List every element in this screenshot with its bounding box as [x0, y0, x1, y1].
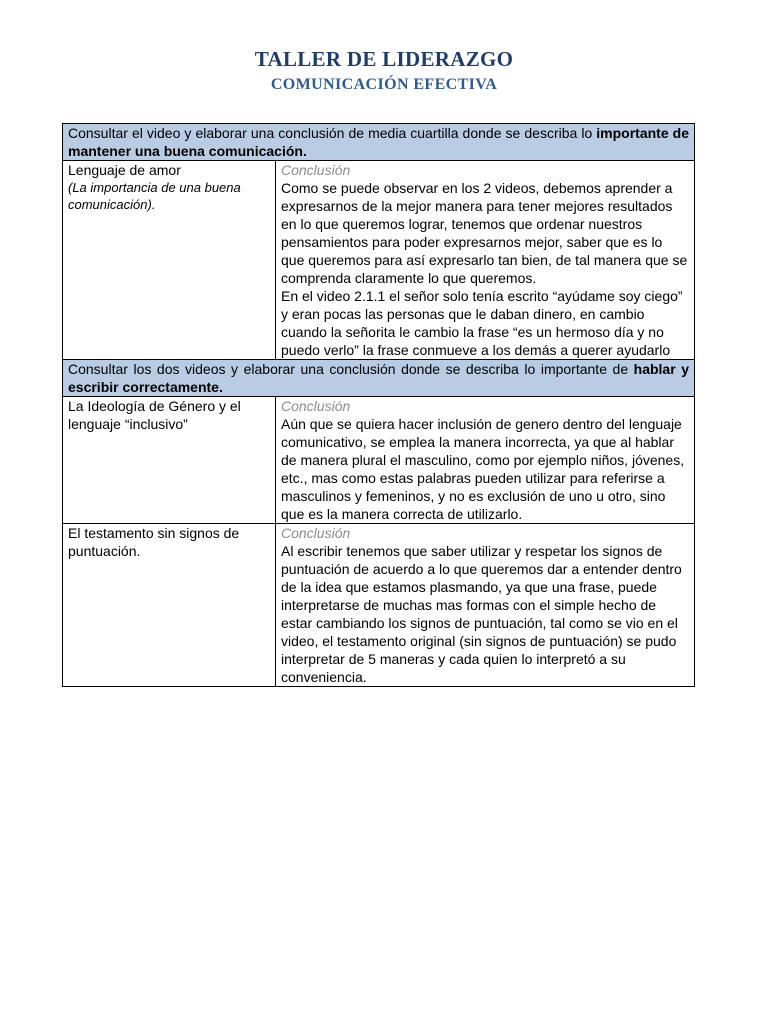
conclusion-cell [276, 524, 695, 687]
section-2-instruction-text: Consultar los dos videos y elaborar una conclusión donde se describa lo importante de [68, 361, 634, 377]
table-row [63, 524, 695, 687]
section-1-instruction-emphasis: importante de mantener una buena comunicación. [68, 125, 690, 159]
section-1-instruction-text: Consultar el video y elaborar una conclusión de media cuartilla donde se describa lo [68, 125, 597, 141]
table-row [63, 397, 695, 524]
table-row [63, 161, 695, 360]
document-subtitle: COMUNICACIÓN EFECTIVA [270, 76, 498, 93]
conclusion-text: Como se puede observar en los 2 videos, debemos aprender a expresarnos de la mejor manera para tener mejores resultados en lo que queremos lograr, tenemos que ordenar nuestros pensamientos para poder expresarnos mejor, saber que es lo que queremos para así expresarlo tan bien, de tal manera que se comprenda claramente lo que queremos. [281, 180, 688, 286]
topic-cell [63, 161, 276, 360]
section-header-row [63, 124, 695, 161]
section-header-row [63, 360, 695, 397]
conclusion-label: Conclusión [281, 162, 351, 178]
topic-note: (La importancia de una buena comunicación). [68, 180, 241, 212]
topic-title: La Ideología de Género y el lenguaje “inclusivo” [68, 398, 241, 432]
topic-title: Lenguaje de amor [68, 162, 181, 178]
section-1-instruction [63, 124, 695, 161]
conclusion-label: Conclusión [281, 525, 351, 541]
section-2-instruction-emphasis: hablar y escribir correctamente. [68, 361, 690, 395]
topic-title: El testamento sin signos de puntuación. [68, 525, 240, 559]
section-2-instruction [63, 360, 695, 397]
conclusion-cell [276, 161, 695, 360]
conclusion-cell [276, 397, 695, 524]
conclusion-text: Al escribir tenemos que saber utilizar y respetar los signos de puntuación de acuerdo a lo que queremos dar a entender dentro de la idea que estamos plasmando, ya que una frase, puede interpretarse de muchas mas formas con el simple hecho de estar cambiando los signos de puntuación, tal como se vio en el video, el testamento original (sin signos de puntuación) se pudo interpretar de 5 maneras y cada quien lo interpretó a su conveniencia. [281, 543, 682, 685]
conclusion-text: Aún que se quiera hacer inclusión de genero dentro del lenguaje comunicativo, se emplea la manera incorrecta, ya que al hablar de manera plural el masculino, como por ejemplo niños, jóvenes, etc., mas como estas palabras pueden utilizar para referirse a masculinos y femeninos, y no es exclusión de uno u otro, sino que es la manera correcta de utilizarlo. [281, 416, 685, 522]
activity-table [62, 123, 695, 687]
document-title: TALLER DE LIDERAZGO [254, 47, 514, 71]
conclusion-text-continued: En el video 2.1.1 el señor solo tenía escrito “ayúdame soy ciego” y eran pocas las personas que le daban dinero, en cambio cuando la señorita le cambio la frase “es un hermoso día y no puedo verlo” la frase conmueve a los demás a querer ayudarlo [281, 288, 683, 358]
conclusion-label: Conclusión [281, 398, 351, 414]
topic-cell [63, 524, 276, 687]
topic-cell [63, 397, 276, 524]
